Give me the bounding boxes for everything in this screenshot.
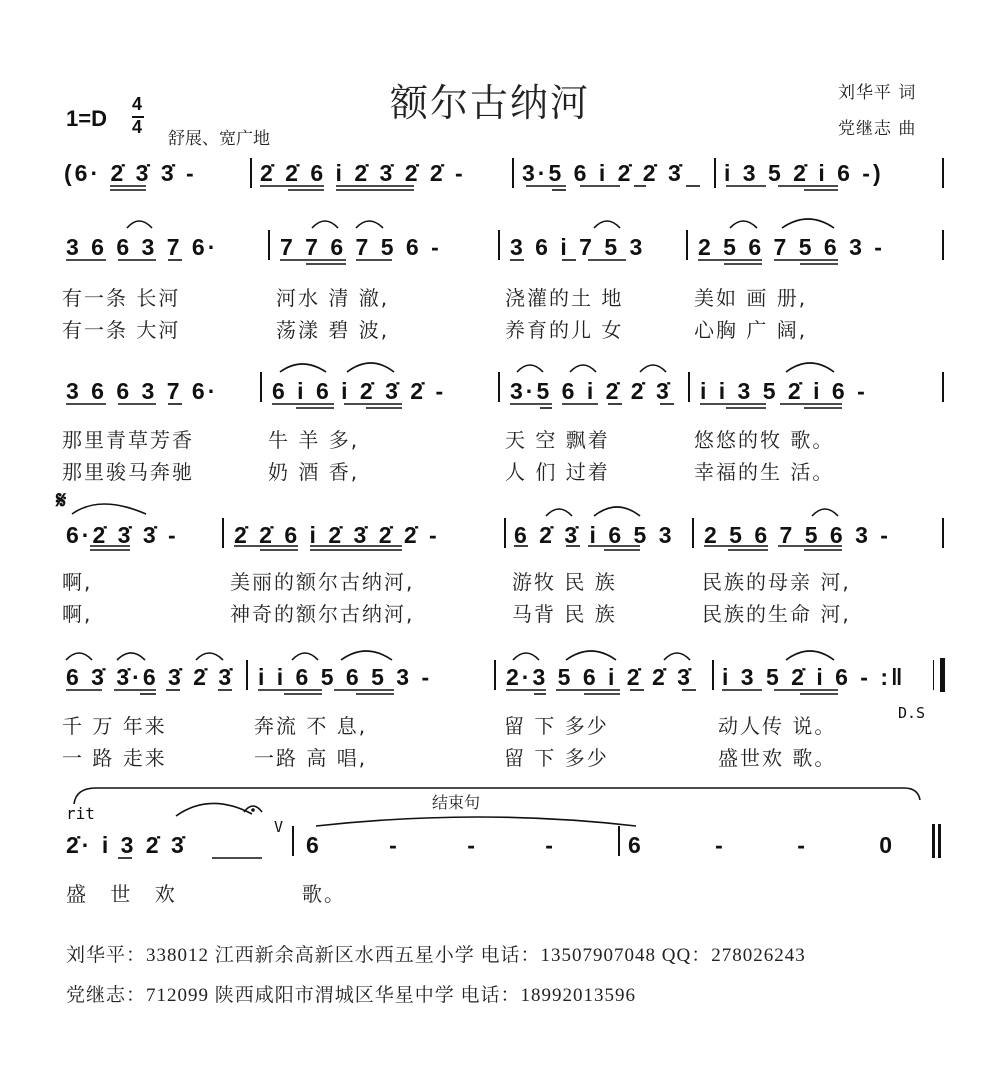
lyric-4-3b: 马背 民 族 xyxy=(512,602,617,626)
barline xyxy=(268,230,270,260)
measure-2-1: 3 6 6 3 7 6· xyxy=(66,234,219,260)
measure-4-4: 2 5 6 7 5 6 3 - xyxy=(704,522,891,548)
barline xyxy=(618,826,620,856)
lyric-4-2b: 神奇的额尔古纳河, xyxy=(230,602,415,626)
tempo-marking: 舒展、宽广地 xyxy=(168,129,270,149)
measure-2-3: 3 6 i 7 5 3 xyxy=(510,234,646,260)
lyric-4-4b: 民族的生命 河, xyxy=(702,602,851,626)
barline xyxy=(260,372,262,402)
measure-1-4: i 3 5 2̇ i 6 -) xyxy=(724,160,884,186)
barline xyxy=(942,158,944,188)
barline xyxy=(712,660,714,690)
lyric-5-4b: 盛世欢 歌。 xyxy=(718,746,837,770)
breath-mark: V xyxy=(274,818,284,836)
barline xyxy=(250,158,252,188)
lyric-6-1: 盛 世 欢 xyxy=(66,882,177,906)
lyric-3-3a: 天 空 飘着 xyxy=(505,428,610,452)
measure-3-1: 3 6 6 3 7 6· xyxy=(66,378,219,404)
lyric-4-2a: 美丽的额尔古纳河, xyxy=(230,570,415,594)
lyric-5-1b: 一 路 走来 xyxy=(62,746,167,770)
measure-6-1: 2̇· i 3 2̇ 3̇ xyxy=(66,832,187,858)
measure-1-3: 3·5 6 i 2̇ 2̇ 3̇ xyxy=(522,160,684,186)
lyric-3-4a: 悠悠的牧 歌。 xyxy=(694,428,835,452)
lyricist-credit: 刘华平 词 xyxy=(838,83,917,103)
barline xyxy=(692,518,694,548)
song-title: 额尔古纳河 xyxy=(390,81,591,125)
barline xyxy=(498,230,500,260)
lyric-3-2b: 奶 酒 香, xyxy=(268,460,360,484)
lyric-5-3b: 留 下 多少 xyxy=(504,746,609,770)
measure-2-4: 2 5 6 7 5 6 3 - xyxy=(698,234,885,260)
segno-sign: 𝄋 xyxy=(56,486,67,514)
time-signature-top: 4 xyxy=(132,94,143,114)
lyric-3-1b: 那里骏马奔驰 xyxy=(62,460,194,484)
lyric-2-2a: 河水 清 澈, xyxy=(276,286,390,310)
lyric-5-2a: 奔流 不 息, xyxy=(254,714,368,738)
barline xyxy=(942,372,944,402)
barline xyxy=(222,518,224,548)
lyric-2-2b: 荡漾 碧 波, xyxy=(276,318,390,342)
barline xyxy=(714,158,716,188)
barline xyxy=(686,230,688,260)
lyric-3-3b: 人 们 过着 xyxy=(505,460,610,484)
measure-5-3: 2·3 5 6 i 2̇ 2̇ 3̇ xyxy=(506,664,693,690)
lyric-4-1a: 啊, xyxy=(62,570,93,594)
key-signature: 1=D xyxy=(66,106,107,131)
barline xyxy=(498,372,500,402)
barline xyxy=(504,518,506,548)
lyric-5-1a: 千 万 年来 xyxy=(62,714,167,738)
lyric-4-1b: 啊, xyxy=(62,602,93,626)
barline xyxy=(292,826,294,856)
composer-credit: 党继志 曲 xyxy=(838,119,917,139)
lyric-3-4b: 幸福的生 活。 xyxy=(694,460,835,484)
measure-4-2: 2̇ 2̇ 6 i 2̇ 3̇ 2̇ 2̇ - xyxy=(234,522,440,548)
final-barline xyxy=(932,824,935,858)
measure-1-1: (6· 2̇ 3̇ 3̇ - xyxy=(64,160,197,186)
lyric-5-3a: 留 下 多少 xyxy=(504,714,609,738)
barline xyxy=(688,372,690,402)
measure-2-2: 7 7 6 7 5 6 - xyxy=(280,234,442,260)
measure-6-3: 6 - - 0 xyxy=(628,832,896,858)
measure-6-2: 6 - - - xyxy=(306,832,556,858)
lyric-3-2a: 牛 羊 多, xyxy=(268,428,360,452)
measure-5-1: 6 3̇ 3̇·6 3̇ 2̇ 3̇ xyxy=(66,664,235,690)
barline xyxy=(494,660,496,690)
lyric-6-2: 歌。 xyxy=(302,882,346,906)
measure-3-4: i i 3 5 2̇ i 6 - xyxy=(700,378,868,404)
barline xyxy=(512,158,514,188)
barline xyxy=(246,660,248,690)
measure-3-3: 3·5 6 i 2̇ 2̇ 3̇ xyxy=(510,378,672,404)
lyric-2-1b: 有一条 大河 xyxy=(62,318,181,342)
time-signature-bottom: 4 xyxy=(132,117,143,137)
lyric-5-4a: 动人传 说。 xyxy=(718,714,837,738)
ending-phrase-label: 结束句 xyxy=(432,793,481,812)
measure-3-2: 6 i 6 i 2̇ 3̇ 2̇ - xyxy=(272,378,447,404)
lyric-2-4a: 美如 画 册, xyxy=(694,286,808,310)
barline xyxy=(942,230,944,260)
lyric-5-2b: 一路 高 唱, xyxy=(254,746,368,770)
dal-segno-marking: D.S xyxy=(898,704,926,722)
lyric-4-4a: 民族的母亲 河, xyxy=(702,570,851,594)
measure-4-3: 6 2̇ 3̇ i 6 5 3 xyxy=(514,522,675,548)
measure-5-2: i i 6 5 6 5 3 - xyxy=(258,664,433,690)
composer-contact: 党继志：712099 陕西咸阳市渭城区华星中学 电话：18992013596 xyxy=(66,985,637,1006)
repeat-end-thin xyxy=(933,660,934,690)
measure-4-1: 6·2̇ 3̇ 3̇ - xyxy=(66,522,179,548)
measure-5-4: i 3 5 2̇ i 6 - :‖ xyxy=(722,664,906,690)
barline xyxy=(942,518,944,548)
lyric-2-1a: 有一条 长河 xyxy=(62,286,181,310)
lyric-2-3a: 浇灌的土 地 xyxy=(505,286,624,310)
repeat-end-barline xyxy=(940,658,945,692)
measure-1-2: 2̇ 2̇ 6 i 2̇ 3̇ 2̇ 2̇ - xyxy=(260,160,466,186)
ritardando-marking: rit xyxy=(66,804,95,823)
final-barline xyxy=(938,824,941,858)
lyric-2-3b: 养育的儿 女 xyxy=(505,318,624,342)
lyricist-contact: 刘华平：338012 江西新余高新区水西五星小学 电话：13507907048 QQ：278026243 xyxy=(66,945,806,966)
lyric-3-1a: 那里青草芳香 xyxy=(62,428,194,452)
lyric-2-4b: 心胸 广 阔, xyxy=(694,318,808,342)
lyric-4-3a: 游牧 民 族 xyxy=(512,570,617,594)
